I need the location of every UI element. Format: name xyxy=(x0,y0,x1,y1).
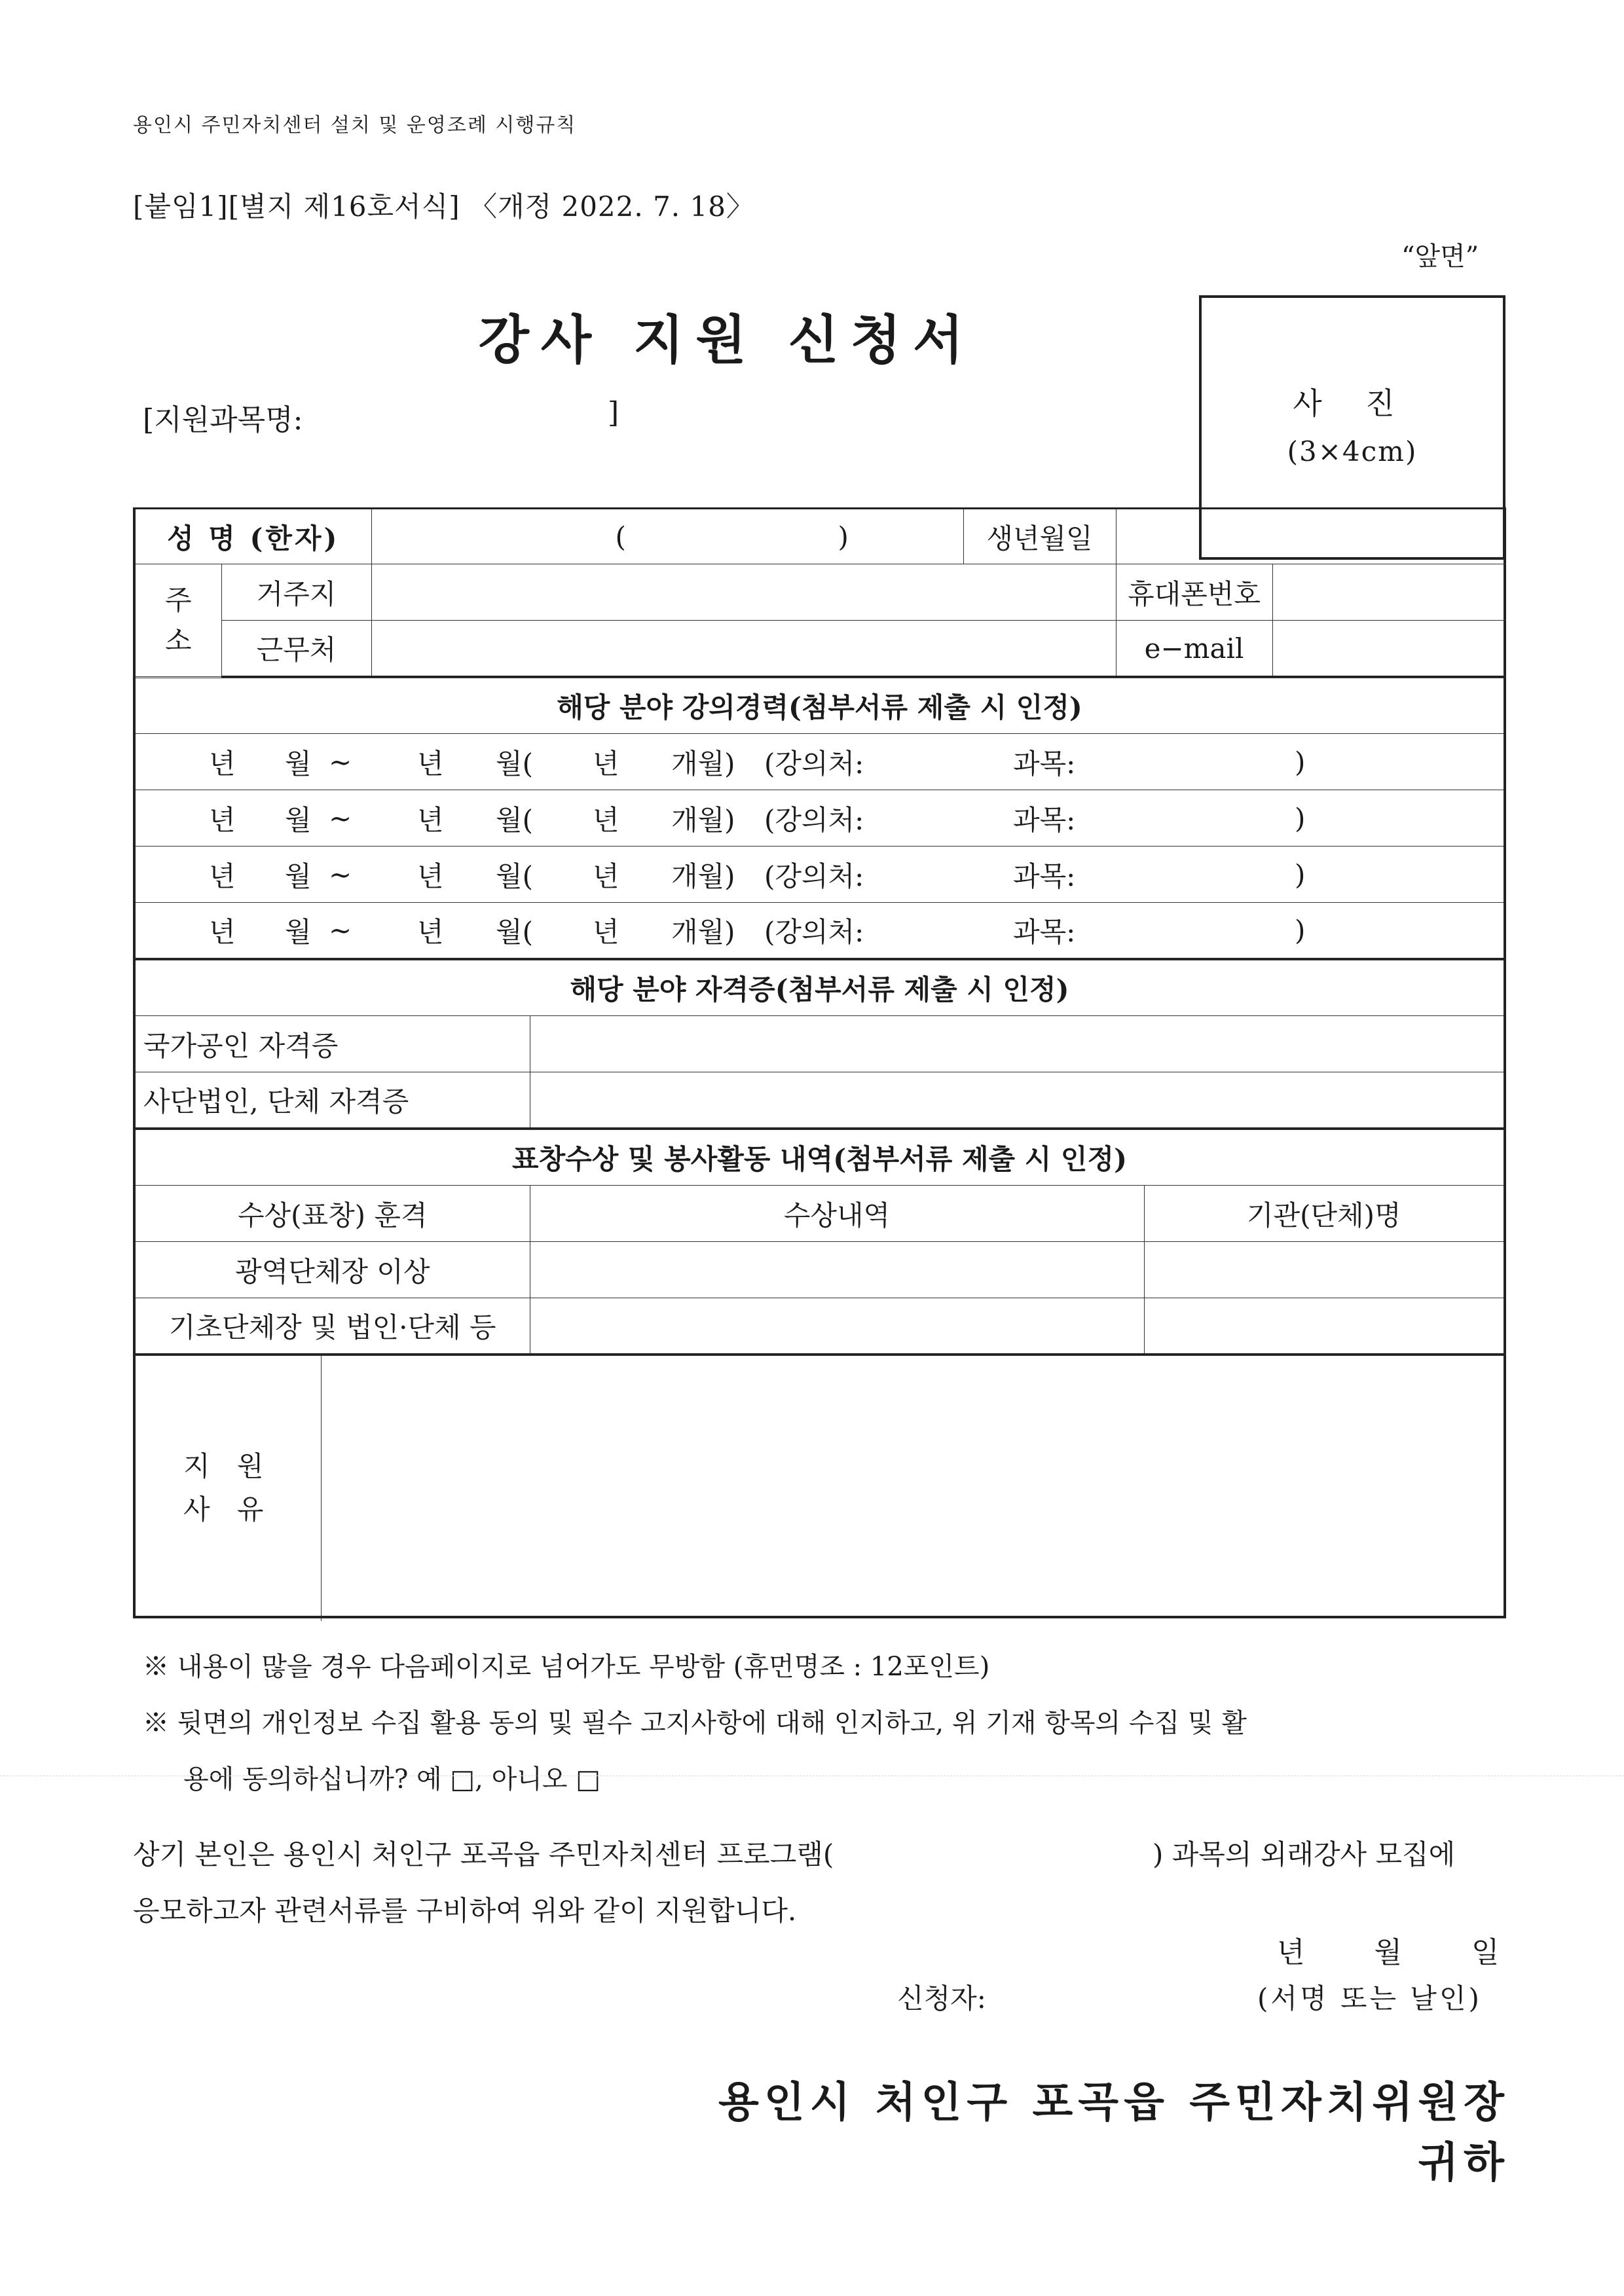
career-tilde: ~ xyxy=(329,914,352,947)
front-side-label: “앞면” xyxy=(1401,242,1479,272)
email-input[interactable] xyxy=(1272,621,1506,677)
declaration-line1-a: 상기 본인은 용인시 처인구 포곡읍 주민자치센터 프로그램( xyxy=(133,1838,834,1870)
career-place: (강의처: xyxy=(764,916,864,948)
career-tilde: ~ xyxy=(329,858,352,890)
regulation-name: 용인시 주민자치센터 설치 및 운영조례 시행규칙 xyxy=(133,114,577,137)
career-close: ) xyxy=(1295,802,1306,834)
career-table xyxy=(136,678,1504,960)
career-years: 년 xyxy=(593,747,619,780)
career-row[interactable] xyxy=(136,903,1504,959)
awards-col-detail: 수상내역 xyxy=(530,1186,1144,1242)
career-tilde: ~ xyxy=(329,802,352,834)
awards-row-local-label: 기초단체장 및 법인·단체 등 xyxy=(136,1298,530,1355)
name-input[interactable] xyxy=(371,509,963,564)
note-privacy: ※ 뒷면의 개인정보 수집 활용 동의 및 필수 고지사항에 대해 인지하고, 위 기재 항목의 수집 및 활 xyxy=(143,1708,1247,1738)
reason-label-2: 사 유 xyxy=(183,1493,273,1526)
application-form xyxy=(133,507,1506,1618)
date-field[interactable]: 년 월 일 xyxy=(1277,1936,1530,1969)
career-start-year: 년 xyxy=(209,916,236,948)
career-end-year: 년 xyxy=(417,860,444,892)
career-end-year: 년 xyxy=(417,747,444,780)
career-close: ) xyxy=(1295,914,1306,947)
career-years: 년 xyxy=(593,860,619,892)
career-row[interactable] xyxy=(136,847,1504,903)
career-course: 과목: xyxy=(1013,803,1076,836)
career-years: 년 xyxy=(593,916,619,948)
applicant-label: 신청자: xyxy=(897,1982,986,2014)
career-start-year: 년 xyxy=(209,747,236,780)
career-months: 개월) xyxy=(671,916,735,948)
declaration-line2: 응모하고자 관련서류를 구비하여 위와 같이 지원합니다. xyxy=(133,1895,797,1927)
work-label: 근무처 xyxy=(221,621,371,677)
national-cert-input[interactable] xyxy=(530,1016,1504,1072)
photo-size: (3×4cm) xyxy=(1287,435,1418,467)
career-months: 개월) xyxy=(671,860,735,892)
career-row[interactable] xyxy=(136,790,1504,847)
career-close: ) xyxy=(1295,746,1306,778)
page-title: 강사 지원 신청서 xyxy=(478,309,976,371)
reason-input[interactable] xyxy=(321,1356,1504,1621)
career-end-month: 월( xyxy=(496,803,533,836)
birth-input[interactable] xyxy=(1116,509,1506,564)
career-start-month: 월 xyxy=(285,860,312,892)
signature-field[interactable]: (서명 또는 날인) xyxy=(1257,1982,1482,2014)
certificate-table xyxy=(136,960,1504,1129)
career-place: (강의처: xyxy=(764,747,864,780)
career-months: 개월) xyxy=(671,747,735,780)
subject-label: [지원과목명: xyxy=(143,403,303,437)
residence-input[interactable] xyxy=(371,564,1116,621)
recipient: 용인시 처인구 포곡읍 주민자치위원장 귀하 xyxy=(718,2078,1509,2187)
career-start-year: 년 xyxy=(209,860,236,892)
subject-close-bracket: ] xyxy=(608,396,619,429)
subject-field[interactable] xyxy=(143,396,619,438)
career-course: 과목: xyxy=(1013,747,1076,780)
awards-col-org: 기관(단체)명 xyxy=(1144,1186,1504,1242)
reason-label-1: 지 원 xyxy=(183,1450,273,1483)
career-end-year: 년 xyxy=(417,916,444,948)
declaration-line1-b: ) 과목의 외래강사 모집에 xyxy=(1153,1838,1456,1870)
note-length: ※ 내용이 많을 경우 다음페이지로 넘어가도 무방함 (휴먼명조 : 12포인트) xyxy=(143,1652,990,1682)
career-end-month: 월( xyxy=(496,747,533,780)
career-place: (강의처: xyxy=(764,860,864,892)
career-row[interactable] xyxy=(136,734,1504,790)
certificate-heading: 해당 분야 자격증(첨부서류 제출 시 인정) xyxy=(136,960,1504,1016)
awards-heading: 표창수상 및 봉사활동 내역(첨부서류 제출 시 인정) xyxy=(136,1130,1504,1186)
career-end-year: 년 xyxy=(417,803,444,836)
privacy-consent[interactable]: 용에 동의하십니까? 예 □, 아니오 □ xyxy=(183,1764,600,1795)
personal-info-table xyxy=(136,507,1506,678)
career-start-month: 월 xyxy=(285,916,312,948)
awards-table xyxy=(136,1129,1504,1355)
hanja-close-paren: ) xyxy=(838,520,849,553)
career-years: 년 xyxy=(593,803,619,836)
career-place: (강의처: xyxy=(764,803,864,836)
awards-row-metro-detail[interactable] xyxy=(530,1242,1144,1298)
form-reference: [붙임1][별지 제16호서식] 〈개정 2022. 7. 18〉 xyxy=(133,191,754,223)
career-end-month: 월( xyxy=(496,860,533,892)
career-start-month: 월 xyxy=(285,803,312,836)
awards-row-metro-label: 광역단체장 이상 xyxy=(136,1242,530,1298)
career-start-month: 월 xyxy=(285,747,312,780)
phone-label: 휴대폰번호 xyxy=(1116,564,1272,621)
career-tilde: ~ xyxy=(329,746,352,778)
work-input[interactable] xyxy=(371,621,1116,677)
corporate-cert-label: 사단법인, 단체 자격증 xyxy=(136,1072,530,1129)
declaration xyxy=(133,1827,1506,1939)
awards-col-rank: 수상(표창) 훈격 xyxy=(136,1186,530,1242)
career-course: 과목: xyxy=(1013,860,1076,892)
career-close: ) xyxy=(1295,858,1306,890)
awards-row-local-org[interactable] xyxy=(1144,1298,1504,1355)
address-label-1: 주 xyxy=(164,583,192,616)
career-end-month: 월( xyxy=(496,916,533,948)
awards-row-metro-org[interactable] xyxy=(1144,1242,1504,1298)
phone-input[interactable] xyxy=(1272,564,1506,621)
name-label: 성 명 (한자) xyxy=(136,509,371,564)
photo-label: 사 진 xyxy=(1293,386,1412,421)
notes xyxy=(143,1639,1511,1808)
reason-table xyxy=(136,1355,1504,1621)
career-heading: 해당 분야 강의경력(첨부서류 제출 시 인정) xyxy=(136,678,1504,734)
career-start-year: 년 xyxy=(209,803,236,836)
birth-label: 생년월일 xyxy=(963,509,1116,564)
reason-label xyxy=(136,1356,321,1621)
address-label xyxy=(136,564,221,677)
email-label: e−mail xyxy=(1116,621,1272,677)
career-months: 개월) xyxy=(671,803,735,836)
address-label-2: 소 xyxy=(164,624,192,657)
national-cert-label: 국가공인 자격증 xyxy=(136,1016,530,1072)
awards-row-local-detail[interactable] xyxy=(530,1298,1144,1355)
career-course: 과목: xyxy=(1013,916,1076,948)
residence-label: 거주지 xyxy=(221,564,371,621)
hanja-open-paren: ( xyxy=(615,520,626,553)
corporate-cert-input[interactable] xyxy=(530,1072,1504,1129)
